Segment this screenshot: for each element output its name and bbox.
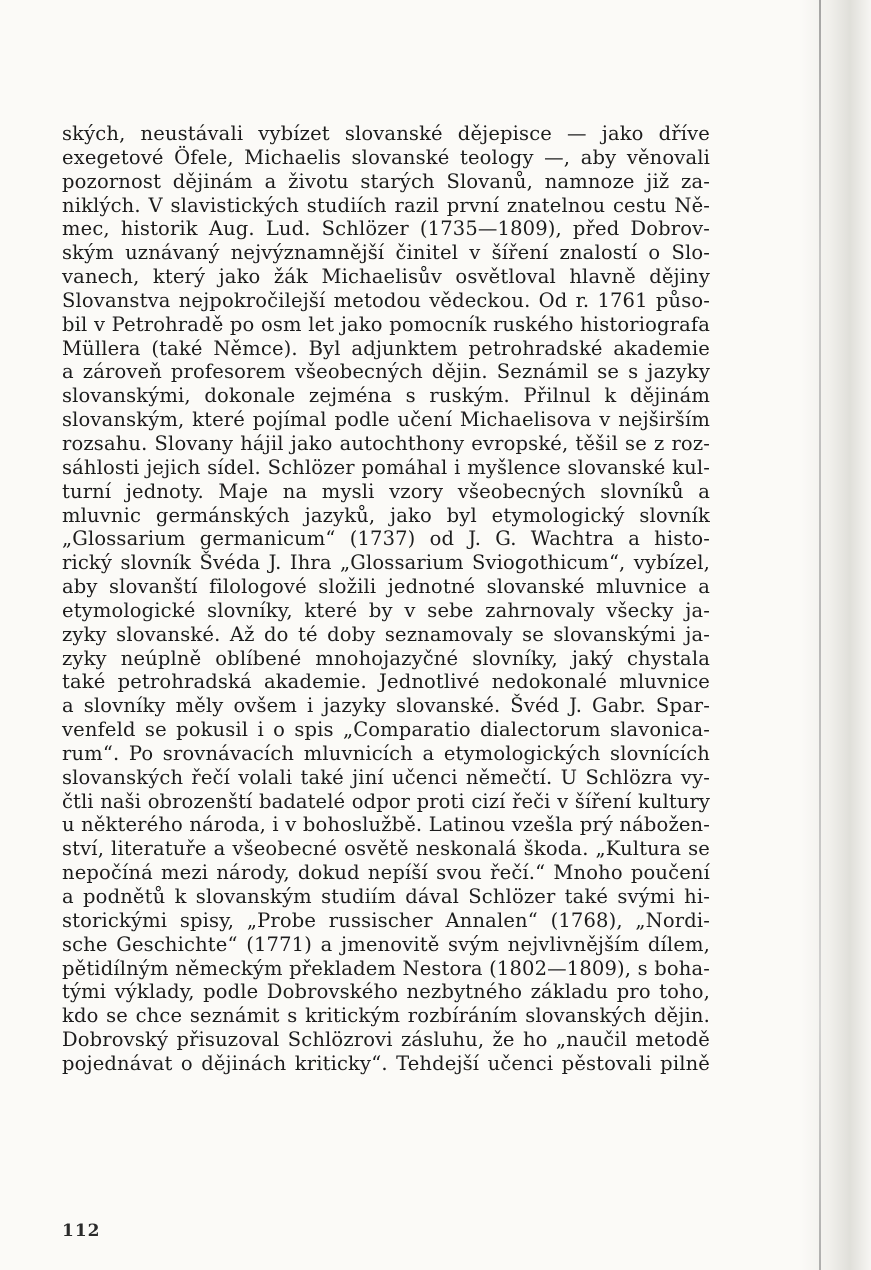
text-line: turní jednoty. Maje na mysli vzory všeobecných slovníků a (62, 479, 710, 503)
page-gutter (801, 0, 871, 1270)
text-line: rum“. Po srovnávacích mluvnicích a etymologických slovnících (62, 741, 710, 765)
text-line: pětidílným německým překladem Nestora (1802—1809), s boha- (62, 956, 710, 980)
text-line: venfeld se pokusil i o spis „Comparatio dialectorum slavonica- (62, 718, 710, 742)
text-line: bil v Petrohradě po osm let jako pomocník ruského historiografa (62, 312, 710, 336)
text-line: Slovanstva nejpokročilejší metodou vědeckou. Od r. 1761 půso- (62, 288, 710, 312)
page-number: 112 (62, 1221, 101, 1241)
text-line: ských, neustávali vybízet slovanské dějepisce — jako dříve (62, 122, 710, 145)
text-line: etymologické slovníky, které by v sebe zahrnovaly všecky ja- (62, 598, 710, 622)
text-line: slovanskými, dokonale zejména s ruským. Přilnul k dějinám (62, 384, 710, 408)
text-line: čtli naši obrozenští badatelé odpor proti cizí řeči v šíření kultury (62, 789, 710, 813)
text-line: kdo se chce seznámit s kritickým rozbíráním slovanských dějin. (62, 1004, 710, 1028)
text-line: storickými spisy, „Probe russischer Annalen“ (1768), „Nordi- (62, 908, 710, 932)
text-line: pozornost dějinám a životu starých Slovanů, namnoze již za- (62, 169, 710, 193)
text-line: nepočíná mezi národy, dokud nepíší svou řečí.“ Mnoho poučení (62, 861, 710, 885)
text-line: exegetové Öfele, Michaelis slovanské teology —, aby věnovali (62, 145, 710, 169)
text-line: také petrohradská akademie. Jednotlivé nedokonalé mluvnice (62, 670, 710, 694)
text-line: tými výklady, podle Dobrovského nezbytného základu pro toho, (62, 980, 710, 1004)
binding-edge (819, 0, 821, 1270)
text-line: „Glossarium germanicum“ (1737) od J. G. Wachtra a histo- (62, 527, 710, 551)
text-line: aby slovanští filologové složili jednotné slovanské mluvnice a (62, 575, 710, 599)
text-line: zyky slovanské. Až do té doby seznamovaly se slovanskými ja- (62, 622, 710, 646)
text-line: Müllera (také Němce). Byl adjunktem petrohradské akademie (62, 336, 710, 360)
text-line: sche Geschichte“ (1771) a jmenovitě svým nejvlivnějším dílem, (62, 932, 710, 956)
text-line: a podnětů k slovanským studiím dával Schlözer také svými hi- (62, 885, 710, 908)
text-line: Dobrovský přisuzoval Schlözrovi zásluhu, že ho „naučil metodě (62, 1028, 710, 1052)
text-line: ským uznávaný nejvýznamnější činitel v šíření znalostí o Slo- (62, 241, 710, 265)
text-line: a slovníky měly ovšem i jazyky slovanské. Švéd J. Gabr. Spar- (62, 694, 710, 718)
text-line: mec, historik Aug. Lud. Schlözer (1735—1809), před Dobrov- (62, 217, 710, 241)
text-line: mluvnic germánských jazyků, jako byl etymologický slovník (62, 503, 710, 527)
text-line: pojednávat o dějinách kriticky“. Tehdejší učenci pěstovali pilně (62, 1051, 710, 1075)
text-line: rický slovník Švéda J. Ihra „Glossarium Sviogothicum“, vybízel, (62, 551, 710, 575)
text-line: u některého národa, i v bohoslužbě. Latinou vzešla prý nábožen- (62, 813, 710, 837)
text-line: rozsahu. Slovany hájil jako autochthony evropské, těšil se z roz- (62, 431, 710, 455)
text-line: niklých. V slavistických studiích razil první znatelnou cestu Ně- (62, 193, 710, 217)
text-line: vanech, který jako žák Michaelisův osvětloval hlavně dějiny (62, 265, 710, 289)
body-text (62, 122, 710, 1076)
text-line: a zároveň profesorem všeobecných dějin. Seznámil se s jazyky (62, 360, 710, 384)
text-line: zyky neúplně oblíbené mnohojazyčné slovníky, jaký chystala (62, 646, 710, 670)
text-line: slovanským, které pojímal podle učení Michaelisova v nejširším (62, 408, 710, 432)
text-line: ství, literatuře a všeobecné osvětě neskonalá škoda. „Kultura se (62, 837, 710, 861)
text-line: sáhlosti jejich sídel. Schlözer pomáhal i myšlence slovanské kul- (62, 455, 710, 479)
text-line: slovanských řečí volali také jiní učenci němečtí. U Schlözra vy- (62, 765, 710, 789)
